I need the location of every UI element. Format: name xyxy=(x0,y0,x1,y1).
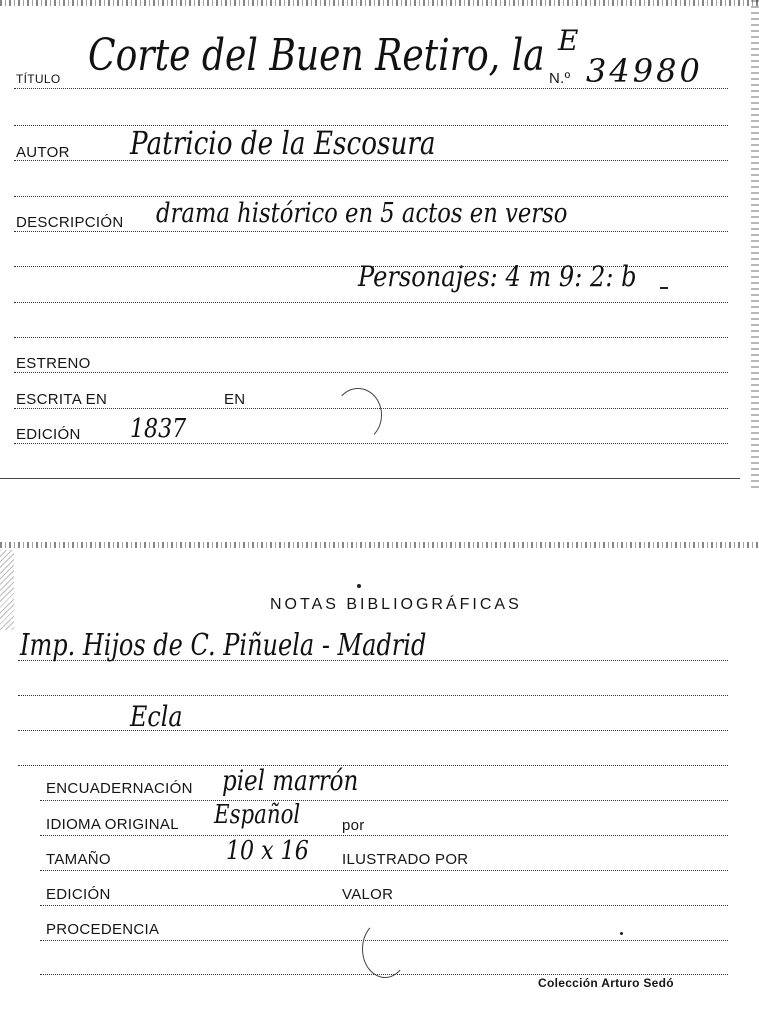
ruled-line xyxy=(40,905,728,906)
catalog-card-bottom xyxy=(0,540,759,1028)
ruled-line xyxy=(18,730,728,731)
ruled-line xyxy=(14,231,728,232)
tamano-value: 10 x 16 xyxy=(226,836,309,866)
card-edge-right xyxy=(751,0,759,492)
notas-heading: NOTAS BIBLIOGRÁFICAS xyxy=(270,596,522,613)
autor-label: AUTOR xyxy=(16,144,70,161)
escrita-en-label: ESCRITA EN xyxy=(16,391,108,408)
ruled-line xyxy=(14,302,728,303)
stamp-circle xyxy=(334,388,382,442)
estreno-label: ESTRENO xyxy=(16,355,91,372)
stamp-circle xyxy=(362,920,408,978)
encuadernacion-value: piel marrón xyxy=(222,764,359,797)
notes-line-2: Ecla xyxy=(130,700,183,733)
ruled-line xyxy=(14,372,728,373)
idioma-value: Español xyxy=(214,800,301,830)
ruled-line xyxy=(40,835,728,836)
ruled-line xyxy=(18,695,728,696)
en-label: EN xyxy=(224,391,246,408)
ruled-line xyxy=(14,196,728,197)
ruled-line xyxy=(14,337,728,338)
descripcion-value: drama histórico en 5 actos en verso xyxy=(156,198,568,229)
titulo-value: Corte del Buen Retiro, la xyxy=(88,30,545,81)
ruled-line xyxy=(40,800,728,801)
descripcion-label: DESCRIPCIÓN xyxy=(16,214,124,231)
torn-edge xyxy=(0,0,759,6)
ink-dot xyxy=(620,932,623,935)
edicion-value: 1837 xyxy=(130,414,187,444)
titulo-label: TÍTULO xyxy=(16,72,61,86)
card-bottom-edge xyxy=(0,478,740,479)
tamano-label: TAMAÑO xyxy=(46,851,111,868)
personajes-value: Personajes: 4 m 9: 2: b xyxy=(358,260,637,293)
card-edge-left xyxy=(0,550,14,630)
ink-mark xyxy=(660,287,668,289)
ruled-line xyxy=(18,765,728,766)
edicion-label-2: EDICIÓN xyxy=(46,886,111,903)
ilustrado-label: ILUSTRADO POR xyxy=(342,851,469,868)
collection-credit: Colección Arturo Sedó xyxy=(538,976,674,990)
number-label: N.º xyxy=(549,70,571,87)
por-label: por xyxy=(342,817,365,834)
ruled-line xyxy=(14,443,728,444)
encuadernacion-label: ENCUADERNACIÓN xyxy=(46,780,193,797)
catalog-card-top xyxy=(0,0,759,492)
idioma-label: IDIOMA ORIGINAL xyxy=(46,816,179,833)
ink-dot xyxy=(357,584,361,588)
number-value: 34980 xyxy=(586,52,703,90)
number-mark: E xyxy=(558,24,579,57)
torn-edge xyxy=(0,542,759,548)
edicion-label: EDICIÓN xyxy=(16,426,81,443)
ruled-line xyxy=(40,870,728,871)
procedencia-label: PROCEDENCIA xyxy=(46,921,160,938)
autor-value: Patricio de la Escosura xyxy=(130,124,436,162)
notes-line-1: Imp. Hijos de C. Piñuela - Madrid xyxy=(20,628,427,663)
valor-label: VALOR xyxy=(342,886,394,903)
